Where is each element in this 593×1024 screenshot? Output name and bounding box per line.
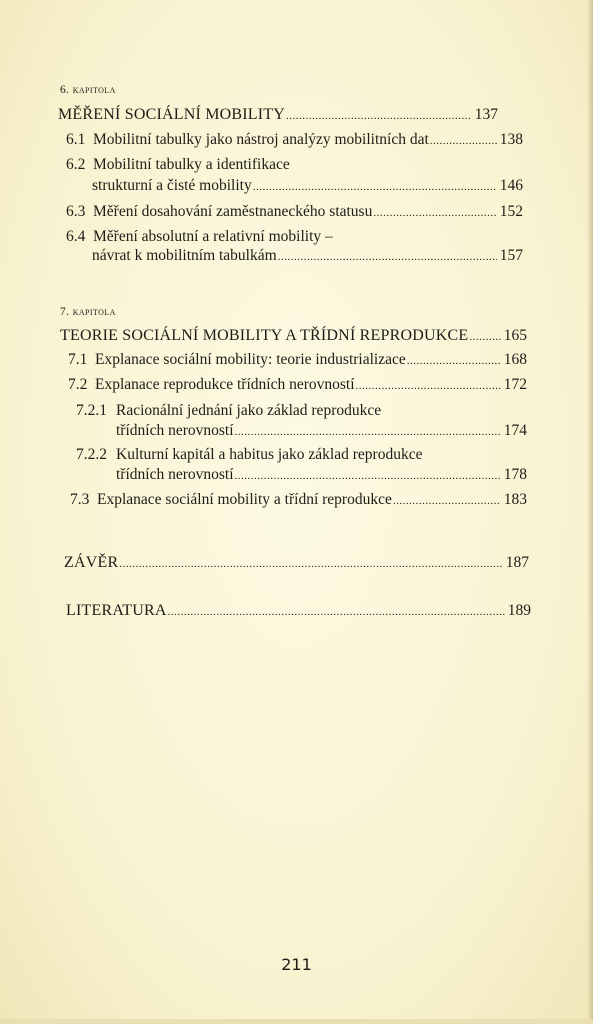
entry-title-cont: třídních nerovností [116, 422, 234, 439]
leader-dots [286, 110, 472, 122]
entry-number: 6.4 [66, 228, 86, 245]
section-page: 187 [505, 554, 529, 571]
entry-page: 146 [499, 177, 523, 194]
entry-page: 172 [503, 376, 527, 393]
entry-title: Explanace sociální mobility a třídní reprodukce [97, 491, 392, 508]
toc-entry-7-2-1 [116, 422, 527, 440]
chapter-6-label: 6. kapitola [60, 84, 116, 96]
entry-number: 7.2 [68, 376, 88, 393]
entry-title-cont: strukturní a čisté mobility [92, 177, 252, 194]
entry-page: 152 [499, 203, 523, 220]
section-title: ZÁVĚR [64, 554, 119, 571]
entry-number: 6.3 [66, 203, 86, 220]
entry-title: Kulturní kapitál a habitus jako základ reprodukce [116, 446, 423, 463]
entry-page: 138 [499, 131, 523, 148]
entry-page: 183 [503, 491, 527, 508]
entry-page: 168 [503, 351, 527, 368]
chapter-6-title: MĚŘENÍ SOCIÁLNÍ MOBILITY [58, 106, 286, 123]
entry-title: Explanace sociální mobility: teorie industrializace [95, 351, 406, 368]
entry-number: 7.2.1 [76, 402, 107, 419]
toc-entry-6-4 [92, 247, 523, 265]
entry-title: Mobilitní tabulky a identifikace [93, 156, 290, 173]
leader-dots [430, 135, 497, 147]
chapter-7-title: TEORIE SOCIÁLNÍ MOBILITY A TŘÍDNÍ REPRODUKCE [60, 327, 469, 344]
section-title: LITERATURA [66, 602, 167, 619]
chapter-7-page: 165 [503, 327, 527, 344]
entry-number: 7.1 [68, 351, 88, 368]
chapter-6-page: 137 [474, 106, 498, 123]
entry-title: Explanace reprodukce třídních nerovností [95, 376, 355, 393]
leader-dots [373, 207, 496, 219]
entry-title-cont: návrat k mobilitním tabulkám [92, 247, 277, 264]
chapter-7-label: 7. kapitola [60, 306, 116, 318]
entry-number: 7.3 [70, 491, 90, 508]
entry-title-cont: třídních nerovností [116, 466, 234, 483]
entry-number: 7.2.2 [76, 446, 107, 463]
leader-dots [407, 355, 501, 367]
entry-number: 6.2 [66, 156, 86, 173]
toc-entry-7-2 [68, 376, 527, 394]
entry-number: 6.1 [66, 131, 86, 148]
page-bottom-edge [0, 1019, 593, 1024]
leader-dots [393, 495, 501, 507]
toc-entry-6-2 [92, 177, 523, 195]
leader-dots [253, 181, 497, 193]
entry-page: 178 [503, 466, 527, 483]
toc-entry-6-3 [66, 203, 523, 221]
toc-entry-6-4-first-line [66, 228, 333, 246]
entry-title: Racionální jednání jako základ reprodukce [116, 402, 382, 419]
leader-dots [168, 606, 505, 618]
toc-entry-7-2-2 [116, 466, 527, 484]
entry-title: Mobilitní tabulky jako nástroj analýzy mobilitních dat [93, 131, 429, 148]
page-number: 211 [281, 955, 312, 974]
toc-entry-6-1 [66, 131, 523, 149]
toc-entry-chapter-7-title [60, 327, 527, 345]
leader-dots [278, 251, 497, 263]
toc-entry-7-2-1-first-line [76, 402, 381, 420]
leader-dots [356, 380, 501, 392]
entry-title: Měření absolutní a relativní mobility – [93, 228, 333, 245]
leader-dots [235, 426, 501, 438]
toc-entry-7-3 [70, 491, 527, 509]
section-page: 189 [507, 602, 531, 619]
toc-entry-7-2-2-first-line [76, 446, 422, 464]
toc-entry-7-1 [68, 351, 527, 369]
leader-dots [119, 558, 502, 570]
toc-entry-literatura [66, 602, 531, 620]
toc-entry-chapter-6-title [58, 106, 498, 124]
toc-entry-zaver [64, 554, 529, 572]
page-edge-shadow [587, 0, 593, 1024]
entry-title: Měření dosahování zaměstnaneckého statusu [93, 203, 373, 220]
toc-entry-6-2-first-line [66, 156, 290, 174]
leader-dots [469, 331, 500, 343]
entry-page: 157 [499, 247, 523, 264]
entry-page: 174 [503, 422, 527, 439]
leader-dots [235, 470, 501, 482]
